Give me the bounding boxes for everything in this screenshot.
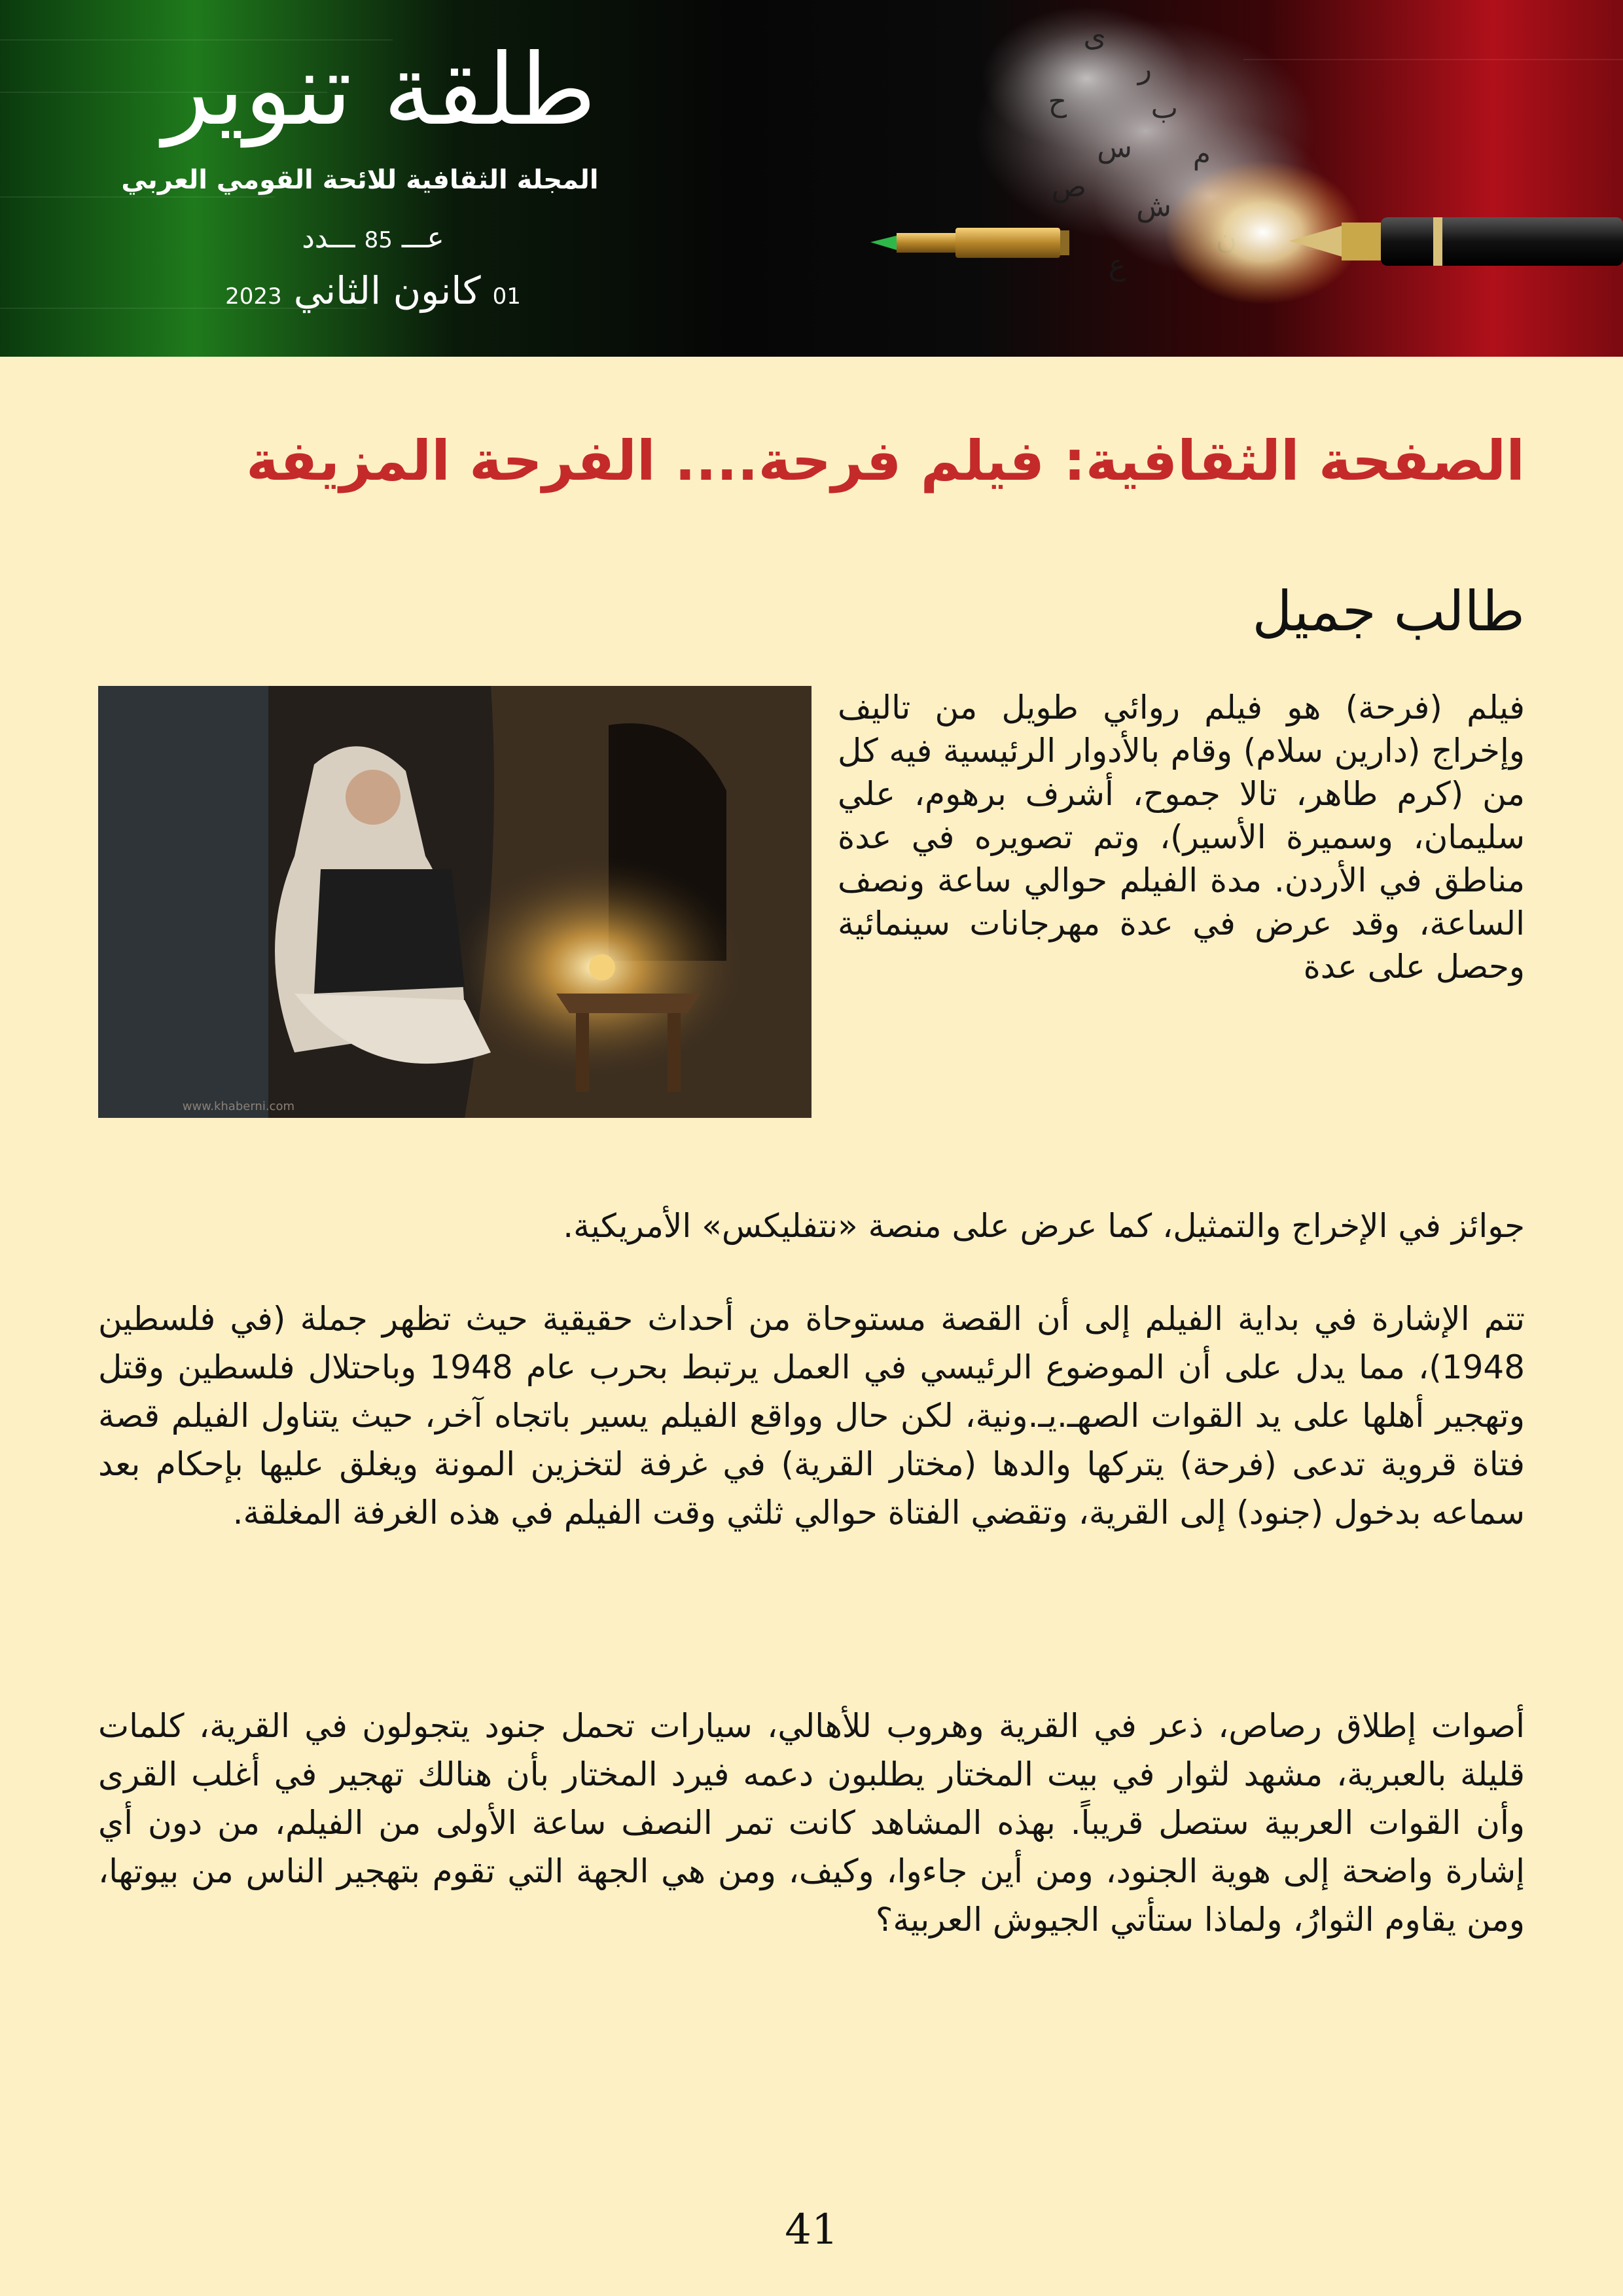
svg-text:ع: ع: [1108, 249, 1126, 282]
article-title: الصفحة الثقافية: فيلم فرحة.... الفرحة المزيفة: [246, 429, 1525, 493]
svg-text:م: م: [1192, 137, 1211, 171]
magazine-title: طلقة تنوير: [162, 33, 597, 147]
paragraph-intro-continued: جوائز في الإخراج والتمثيل، كما عرض على منصة «نتفليكس» الأمريكية.: [563, 1207, 1525, 1245]
issue-number-value: 85: [364, 227, 393, 253]
svg-text:ش: ش: [1136, 190, 1171, 223]
masthead-banner: [0, 0, 1623, 357]
article-author: طالب جميل: [1252, 579, 1525, 643]
issue-number: [255, 221, 491, 255]
issue-prefix: عـــ: [401, 221, 444, 255]
page-number: 41: [785, 2206, 838, 2254]
film-still-illustration: [98, 686, 812, 1118]
svg-text:ر: ر: [1137, 52, 1152, 86]
svg-text:www.khaberni.com: www.khaberni.com: [182, 1100, 294, 1113]
svg-text:س: س: [1097, 131, 1132, 164]
bullet-icon: [870, 228, 1069, 258]
svg-text:ب: ب: [1150, 92, 1178, 125]
date-year: 2023: [225, 283, 282, 310]
masthead-artwork: [870, 0, 1623, 357]
paragraph-scenes: أصوات إطلاق رصاص، ذعر في القرية وهروب للأهالي، سيارات تحمل جنود يتجولون في القرية، كلمات قليلة بالعبرية، مشهد لثوار في بيت المختار يطلبون دعمه فيرد المختار بأن هنالك تهجير في أغلب القرى وأن القوات العربية ستصل قريباً. بهذه المشاهد كانت تمر النصف ساعة الأولى من الفيلم، من دون أي إشارة واضحة إلى هوية الجنود، ومن أين جاءوا، وكيف، ومن هي الجهة التي تقوم بتهجير الناس من بيوتها، ومن يقاوم الثوارُ، ولماذا ستأتي الجيوش العربية؟: [98, 1707, 1525, 1939]
issue-date: [190, 268, 556, 313]
date-day: 01: [492, 283, 521, 310]
paragraph-intro-wrapped: فيلم (فرحة) هو فيلم روائي طويل من تاليف وإخراج (دارين سلام) وقام بالأدوار الرئيسية فيه كل من (كرم طاهر، تالا جموح، أشرف برهوم، علي سليمان، وسميرة الأسير)، وتم تصويره في عدة مناطق في الأردن. مدة الفيلم حوالي ساعة ونصف الساعة، وقد عرض في عدة مهرجانات سينمائية وحصل على عدة: [838, 689, 1525, 986]
svg-text:ى: ى: [1083, 20, 1106, 53]
paragraph-plot: تتم الإشارة في بداية الفيلم إلى أن القصة مستوحاة من أحداث حقيقية حيث تظهر جملة (في فلسطين 1948)، مما يدل على أن الموضوع الرئيسي في العمل يرتبط بحرب عام 1948 وباحتلال فلسطين وقتل وتهجير أهلها على يد القوات الصهـ.يـ.ونية، لكن حال وواقع الفيلم يسير باتجاه آخر، حيث يتناول الفيلم قصة فتاة قروية تدعى (فرحة) يتركها والدها (مختار القرية) في غرفة لتخزين المونة ويغلق عليها بإحكام بعد سماعه بدخول (جنود) إلى القرية، وتقضي الفتاة حوالي ثلثي وقت الفيلم في هذه الغرفة المغلقة.: [98, 1300, 1525, 1532]
issue-suffix: ـــدد: [302, 221, 355, 255]
date-month: كانون الثاني: [293, 268, 481, 313]
svg-text:ح: ح: [1048, 85, 1067, 118]
magazine-subtitle: المجلة الثقافية للائحة القومي العربي: [121, 165, 599, 195]
svg-text:ص: ص: [1051, 170, 1086, 204]
film-still-image: [98, 686, 812, 1118]
